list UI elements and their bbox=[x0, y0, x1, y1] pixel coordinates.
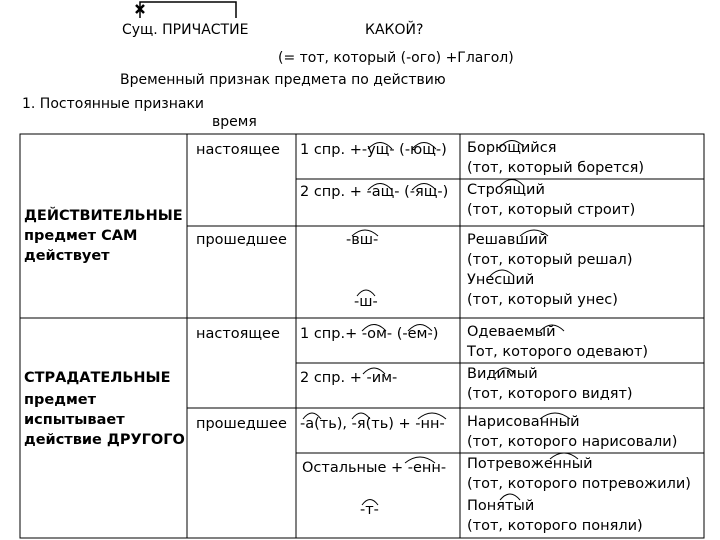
passive-past-example-3: Потревоженный bbox=[467, 456, 593, 472]
active-past-example-4: (тот, который унес) bbox=[467, 292, 618, 308]
active-present-example-3: Строящий bbox=[467, 182, 545, 198]
active-present-suffix-2: 2 спр. + -ащ- (-ящ-) bbox=[300, 184, 449, 200]
header-question: КАКОЙ? bbox=[365, 22, 424, 38]
active-present-label: настоящее bbox=[196, 142, 280, 158]
passive-present-example-3: Видимый bbox=[467, 366, 538, 382]
header-participle: Сущ. ПРИЧАСТИЕ bbox=[122, 22, 249, 38]
passive-past-label: прошедшее bbox=[196, 416, 287, 432]
passive-desc-1: предмет bbox=[24, 392, 97, 408]
passive-past-suffix-2: Остальные + -енн- bbox=[302, 460, 447, 476]
passive-title: СТРАДАТЕЛЬНЫЕ bbox=[24, 370, 171, 386]
passive-past-example-1: Нарисованный bbox=[467, 414, 580, 430]
passive-past-example-4: (тот, которого потревожили) bbox=[467, 476, 691, 492]
passive-past-suffix-3: -т- bbox=[360, 502, 379, 518]
active-title: ДЕЙСТВИТЕЛЬНЫЕ bbox=[24, 208, 183, 224]
passive-present-example-1: Одеваемый bbox=[467, 324, 556, 340]
top-bracket-icon bbox=[136, 2, 236, 18]
active-present-example-2: (тот, который борется) bbox=[467, 160, 645, 176]
active-past-example-3: Унесший bbox=[467, 272, 535, 288]
active-past-example-2: (тот, который решал) bbox=[467, 252, 633, 268]
passive-past-example-5: Понятый bbox=[467, 498, 535, 514]
passive-past-example-2: (тот, которого нарисовали) bbox=[467, 434, 678, 450]
active-present-example-1: Борющийся bbox=[467, 140, 557, 156]
passive-present-example-2: Тот, которого одевают) bbox=[467, 344, 649, 360]
passive-past-example-6: (тот, которого поняли) bbox=[467, 518, 643, 534]
active-present-suffix-1: 1 спр. +-ущ- (-ющ-) bbox=[300, 142, 447, 158]
header-definition: Временный признак предмета по действию bbox=[120, 72, 446, 88]
passive-desc-3: действие ДРУГОГО bbox=[24, 432, 185, 448]
active-past-suffix-2: -ш- bbox=[354, 294, 378, 310]
passive-present-suffix-1: 1 спр.+ -ом- (-ем-) bbox=[300, 326, 439, 342]
active-past-label: прошедшее bbox=[196, 232, 287, 248]
header-constant-features: 1. Постоянные признаки bbox=[22, 96, 205, 112]
active-past-suffix-1: -вш- bbox=[346, 232, 379, 248]
active-present-example-4: (тот, который строит) bbox=[467, 202, 636, 218]
passive-present-example-4: (тот, которого видят) bbox=[467, 386, 633, 402]
header-formula: (= тот, который (-ого) +Глагол) bbox=[278, 50, 514, 66]
active-desc-1: предмет САМ bbox=[24, 228, 138, 244]
passive-present-suffix-2: 2 спр. + -им- bbox=[300, 370, 398, 386]
header-time-label: время bbox=[212, 114, 257, 130]
active-past-example-1: Решавший bbox=[467, 232, 548, 248]
active-desc-2: действует bbox=[24, 248, 110, 264]
passive-present-label: настоящее bbox=[196, 326, 280, 342]
passive-past-suffix-1: -а(ть), -я(ть) + -нн- bbox=[300, 416, 445, 432]
passive-desc-2: испытывает bbox=[24, 412, 125, 428]
